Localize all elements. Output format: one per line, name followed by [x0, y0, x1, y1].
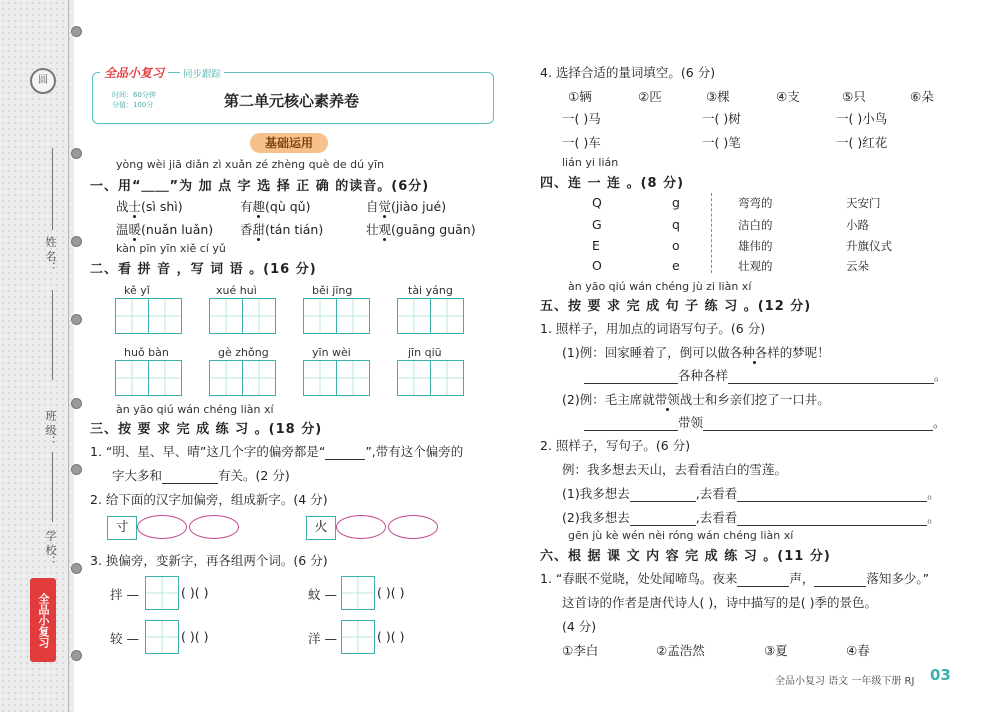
answer-blank[interactable]	[630, 489, 696, 502]
binding-hole	[71, 563, 82, 574]
match-adjective[interactable]: 壮观的	[738, 259, 773, 273]
s3-q1-line2: 字大多和 有关。(2 分)	[112, 468, 290, 483]
s3-q3-paren[interactable]: ( )( )	[181, 585, 209, 600]
measure-blank[interactable]: 一( )车	[562, 135, 601, 150]
match-adjective[interactable]: 洁白的	[738, 218, 773, 232]
s2-heading: 二、看 拼 音 ，写 词 语 。(16 分)	[90, 262, 317, 277]
s6-example2: (2)例：毛主席就带领战士和乡亲们挖了一口井。	[562, 392, 830, 407]
s3-q2: 2. 给下面的汉字加偏旁，组成新字。(4 分)	[90, 492, 328, 507]
s6-heading: 五、按 要 求 完 成 句 子 练 习 。(12 分)	[540, 299, 812, 314]
measure-blank[interactable]: 一( )红花	[836, 135, 888, 150]
match-capital[interactable]: Q	[592, 195, 602, 210]
answer-blank[interactable]	[584, 418, 678, 431]
measure-blank[interactable]: 一( )马	[562, 111, 601, 126]
brand-subtitle: 同步跟踪	[180, 66, 224, 80]
s7-option: ④春	[846, 643, 870, 658]
answer-blank[interactable]	[325, 447, 365, 460]
s3-q3-char: 蚊 —	[308, 587, 337, 602]
s6-row1: (1)我多想去 ,去看看 。	[562, 486, 940, 501]
given-char-box: 火	[306, 516, 336, 540]
measure-option: ⑥朵	[910, 89, 934, 104]
binding-hole	[71, 26, 82, 37]
writing-grid[interactable]	[397, 360, 464, 396]
s7-heading: 六、根 据 课 文 内 容 完 成 练 习 。(11 分)	[540, 549, 831, 564]
measure-option: ④支	[776, 89, 800, 104]
match-capital[interactable]: O	[592, 258, 602, 273]
s2-word-pinyin: huǒ bàn	[124, 346, 169, 359]
name-line	[52, 148, 53, 230]
match-capital[interactable]: G	[592, 217, 602, 232]
s3-q3-char: 洋 —	[308, 631, 337, 646]
answer-blank[interactable]	[737, 574, 789, 587]
answer-blank[interactable]	[630, 513, 696, 526]
measure-option: ⑤只	[842, 89, 866, 104]
answer-box[interactable]	[145, 576, 179, 610]
match-noun[interactable]: 云朵	[846, 259, 869, 273]
s1-item: 有趣(qù qǔ)	[240, 199, 311, 214]
s7-pinyin: gēn jù kè wén nèi róng wán chéng liàn xí	[568, 529, 794, 542]
writing-grid[interactable]	[397, 298, 464, 334]
binding-hole	[71, 148, 82, 159]
answer-blank[interactable]	[737, 513, 927, 526]
s7-option: ①李白	[562, 643, 599, 658]
s2-word-pinyin: gè zhǒng	[218, 346, 269, 359]
match-noun[interactable]: 升旗仪式	[846, 239, 892, 253]
s5-heading: 四、连 一 连 。(8 分)	[540, 176, 685, 191]
s6-q2: 2. 照样子，写句子。(6 分)	[540, 438, 691, 453]
section-badge: 基础运用	[250, 133, 328, 153]
s1-item: 战士(sì shì)	[116, 199, 183, 214]
emblem-icon: 圆	[30, 68, 56, 94]
writing-grid[interactable]	[303, 360, 370, 396]
answer-blank[interactable]	[728, 371, 934, 384]
answer-blank[interactable]	[584, 371, 678, 384]
match-lower[interactable]: o	[672, 238, 680, 253]
s5-pinyin: lián yi lián	[562, 156, 619, 169]
answer-oval[interactable]	[388, 515, 438, 539]
s3-q3-paren[interactable]: ( )( )	[377, 629, 405, 644]
measure-option: ①辆	[568, 89, 592, 104]
name-label: 姓 名：	[44, 236, 57, 273]
match-adjective[interactable]: 弯弯的	[738, 196, 773, 210]
s2-word-pinyin: jīn qiū	[408, 346, 442, 359]
page-number: 03	[930, 666, 951, 684]
answer-blank[interactable]	[162, 471, 218, 484]
s2-word-pinyin: kě yǐ	[124, 284, 150, 297]
s6-row2: (2)我多想去 ,去看看 。	[562, 510, 940, 525]
given-char-box: 寸	[107, 516, 137, 540]
writing-grid[interactable]	[209, 298, 276, 334]
match-lower[interactable]: g	[672, 195, 680, 210]
s2-word-pinyin: xué huì	[216, 284, 257, 297]
answer-oval[interactable]	[189, 515, 239, 539]
binding-hole	[71, 236, 82, 247]
s6-example3: 例：我多想去天山，去看看洁白的雪莲。	[562, 462, 788, 477]
answer-box[interactable]	[341, 620, 375, 654]
s2-word-pinyin: yīn wèi	[312, 346, 351, 359]
writing-grid[interactable]	[209, 360, 276, 396]
binding-hole	[71, 398, 82, 409]
score-label: 分值：100分	[112, 101, 154, 109]
measure-blank[interactable]: 一( )笔	[702, 135, 741, 150]
s6-answer2: 带领 。	[584, 413, 946, 431]
side-logo: 全品小复习	[30, 578, 56, 662]
s6-example1: (1)例：回家睡着了，倒可以做各种各样的梦呢！	[562, 345, 830, 360]
name-line-lower	[52, 290, 53, 380]
page-title: 第二单元核心素养卷	[224, 92, 360, 110]
s3-q3-paren[interactable]: ( )( )	[181, 629, 209, 644]
s1-heading: 一、用“＿＿”为 加 点 字 选 择 正 确 的读音。(6分)	[90, 179, 430, 194]
s3-q3-char: 较 —	[110, 631, 139, 646]
s6-q1: 1. 照样子，用加点的词语写句子。(6 分)	[540, 321, 766, 336]
answer-oval[interactable]	[336, 515, 386, 539]
binding-line	[68, 0, 69, 712]
s7-line2[interactable]: 这首诗的作者是唐代诗人( )，诗中描写的是( )季的景色。	[562, 595, 877, 610]
measure-option: ③棵	[706, 89, 730, 104]
s3-q3-paren[interactable]: ( )( )	[377, 585, 405, 600]
s1-item: 壮观(guāng guān)	[366, 222, 476, 237]
binding-hole	[71, 650, 82, 661]
s7-line3: (4 分)	[562, 619, 597, 634]
s7-option: ②孟浩然	[656, 643, 705, 658]
s2-word-pinyin: tài yáng	[408, 284, 453, 297]
answer-blank[interactable]	[703, 418, 933, 431]
match-noun[interactable]: 小路	[846, 218, 869, 232]
answer-oval[interactable]	[137, 515, 187, 539]
s6-pinyin: àn yāo qiú wán chéng jù zi liàn xí	[568, 280, 752, 293]
s2-word-pinyin: běi jīng	[312, 284, 353, 297]
match-lower[interactable]: e	[672, 258, 680, 273]
answer-blank[interactable]	[814, 574, 866, 587]
match-noun[interactable]: 天安门	[846, 196, 881, 210]
s3-q3: 3. 换偏旁，变新字，再各组两个词。(6 分)	[90, 553, 328, 568]
s4-heading: 4. 选择合适的量词填空。(6 分)	[540, 65, 716, 80]
binding-hole	[71, 464, 82, 475]
answer-blank[interactable]	[737, 489, 927, 502]
match-adjective[interactable]: 雄伟的	[738, 239, 773, 253]
binding-hole	[71, 314, 82, 325]
s6-answer1: 各种各样 。	[584, 366, 947, 384]
writing-grid[interactable]	[115, 298, 182, 334]
s3-q3-char: 拌 —	[110, 587, 139, 602]
school-label: 学 校：	[44, 530, 57, 567]
match-divider	[711, 193, 712, 273]
class-line	[52, 452, 53, 522]
answer-box[interactable]	[341, 576, 375, 610]
s7-line1: 1. “春眠不觉晓，处处闻啼鸟。夜来 声， 落知多少。”	[540, 571, 930, 586]
s2-pinyin: kàn pīn yīn xiě cí yǔ	[116, 242, 226, 255]
match-lower[interactable]: q	[672, 217, 680, 232]
footer-text: 全品小复习 语文 一年级下册 RJ	[775, 676, 915, 687]
s1-item: 香甜(tán tián)	[240, 222, 324, 237]
class-label: 班 级：	[44, 410, 57, 447]
measure-blank[interactable]: 一( )树	[702, 111, 741, 126]
s3-heading: 三、按 要 求 完 成 练 习 。(18 分)	[90, 422, 323, 437]
s1-pinyin: yòng wèi jiā diǎn zì xuǎn zé zhèng què de dú yīn	[116, 158, 385, 171]
measure-option: ②匹	[638, 89, 662, 104]
s3-pinyin: àn yāo qiú wán chéng liàn xí	[116, 403, 274, 416]
s7-option: ③夏	[764, 643, 788, 658]
s3-q1-line1: 1. “明、星、早、晴”这几个字的偏旁都是“ ”,带有这个偏旁的	[90, 444, 464, 459]
answer-box[interactable]	[145, 620, 179, 654]
s1-item: 温暖(nuǎn luǎn)	[116, 222, 214, 237]
s1-item: 自觉(jiào jué)	[366, 199, 447, 214]
brand-logo: 全品小复习	[100, 64, 168, 81]
writing-grid[interactable]	[303, 298, 370, 334]
time-label: 时间：60分钟	[112, 91, 156, 99]
measure-blank[interactable]: 一( )小鸟	[836, 111, 888, 126]
match-capital[interactable]: E	[592, 238, 600, 253]
writing-grid[interactable]	[115, 360, 182, 396]
